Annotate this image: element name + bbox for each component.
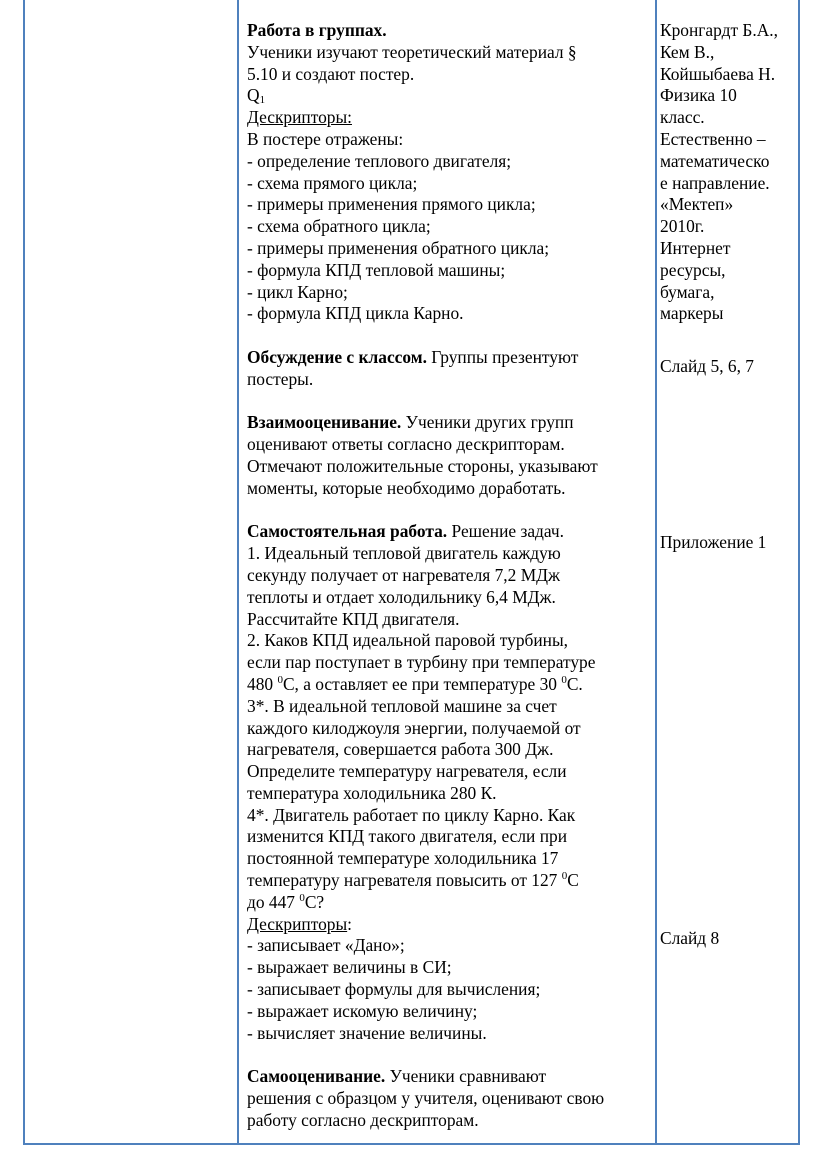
descriptors-label: Дескрипторы: — [247, 107, 352, 128]
discussion-text-2: постеры. — [247, 368, 314, 389]
descriptor-item: - выражает величины в СИ; — [247, 957, 452, 978]
self-assessment-title: Самооценивание. — [247, 1066, 386, 1087]
task-4-temp-text: температуру нагревателя повысить от 127 — [247, 870, 562, 891]
column-divider-left — [237, 0, 239, 1143]
self-assessment-text: Ученики сравнивают — [385, 1066, 547, 1087]
group-work-intro-2: 5.10 и создают постер. — [247, 63, 415, 84]
task-3-line: 3*. В идеальной тепловой машине за счет — [247, 695, 557, 716]
descriptor-item: - записывает «Дано»; — [247, 935, 405, 956]
discussion-section — [247, 347, 647, 391]
reference-line: 2010г. — [660, 216, 705, 237]
group-work-section — [247, 20, 647, 325]
reference-line: е направление. — [660, 172, 770, 193]
independent-work-title: Самостоятельная работа. — [247, 521, 448, 542]
list-item: - примеры применения прямого цикла; — [247, 194, 536, 215]
reference-line: Кем В., — [660, 41, 715, 62]
descriptors-colon: : — [347, 913, 352, 934]
list-item: - цикл Карно; — [247, 281, 348, 302]
task-2-end: С. — [566, 673, 583, 694]
column-divider-right — [655, 0, 657, 1143]
reference-line: математическо — [660, 150, 770, 171]
list-item: - формула КПД цикла Карно. — [247, 303, 464, 324]
peer-assessment-title: Взаимооценивание. — [247, 412, 402, 433]
peer-assessment-line: оценивают ответы согласно дескрипторам. — [247, 434, 565, 455]
discussion-title: Обсуждение с классом. — [247, 346, 427, 367]
list-item: - формула КПД тепловой машины; — [247, 259, 506, 280]
reference-line: Кронгардт Б.А., — [660, 20, 778, 40]
reference-line: бумага, — [660, 281, 715, 302]
peer-assessment-line: Отмечают положительные стороны, указывают — [247, 455, 598, 476]
peer-assessment-section — [247, 412, 647, 499]
task-1-line: теплоты и отдает холодильнику 6,4 МДж. — [247, 586, 556, 607]
descriptor-item: - вычисляет значение величины. — [247, 1022, 487, 1043]
group-work-title: Работа в группах. — [247, 20, 387, 40]
list-item: - схема прямого цикла; — [247, 172, 418, 193]
task-2-line: если пар поступает в турбину при температуре — [247, 652, 596, 673]
list-item: - схема обратного цикла; — [247, 216, 431, 237]
independent-work-text: Решение задач. — [447, 521, 565, 542]
slide-descriptors: Слайд 8 — [660, 928, 720, 948]
task-1-line: Рассчитайте КПД двигателя. — [247, 608, 460, 629]
task-4-unit: С — [567, 870, 579, 891]
descriptor-item: - записывает формулы для вычисления; — [247, 979, 541, 1000]
task-2-line: 2. Каков КПД идеальной паровой турбины, — [247, 630, 569, 651]
group-work-intro-1: Ученики изучают теоретический материал § — [247, 41, 577, 62]
reference-line: «Мектеп» — [660, 194, 734, 215]
reference-line: Естественно – — [660, 128, 766, 149]
task-3-line: нагревателя, совершается работа 300 Дж. — [247, 739, 554, 760]
self-assessment-line: работу согласно дескрипторам. — [247, 1109, 479, 1130]
q-label: Q — [247, 85, 260, 106]
list-item: - определение теплового двигателя; — [247, 150, 512, 171]
degree-mark: 0 — [561, 673, 567, 686]
descriptor-item: - выражает искомую величину; — [247, 1000, 478, 1021]
task-3-line: каждого килоджоуля энергии, получаемой от — [247, 717, 581, 738]
reference-line: Интернет — [660, 237, 731, 258]
reference-line: Койшыбаева Н. — [660, 63, 776, 84]
appendix-reference: Приложение 1 — [660, 532, 767, 552]
task-3-line: температура холодильника 280 К. — [247, 782, 497, 803]
task-2-temp-1: 480 — [247, 673, 278, 694]
task-1-line: 1. Идеальный тепловой двигатель каждую — [247, 543, 561, 564]
degree-mark: 0 — [561, 870, 568, 883]
task-4-temp-text-2: до 447 — [247, 891, 300, 912]
degree-mark: 0 — [299, 891, 305, 904]
task-4-line: изменится КПД такого двигателя, если при — [247, 826, 568, 847]
peer-assessment-line: моменты, которые необходимо доработать. — [247, 477, 566, 498]
task-4-unit-2: С? — [304, 891, 325, 912]
self-assessment-section — [247, 1066, 647, 1131]
reference-line: ресурсы, — [660, 259, 726, 280]
reference-line: маркеры — [660, 303, 724, 324]
reference-line: класс. — [660, 107, 705, 128]
descriptors-label-2: Дескрипторы — [247, 913, 348, 934]
poster-intro: В постере отражены: — [247, 128, 404, 149]
discussion-text: Группы презентуют — [426, 346, 579, 367]
list-item: - примеры применения обратного цикла; — [247, 237, 550, 258]
peer-assessment-text: Ученики других групп — [401, 412, 574, 433]
independent-work-section — [247, 521, 647, 1044]
reference-line: Физика 10 — [660, 85, 737, 106]
slides-discussion: Слайд 5, 6, 7 — [660, 356, 754, 376]
activities-column — [247, 20, 647, 1132]
task-4-line: 4*. Двигатель работает по циклу Карно. Как — [247, 804, 576, 825]
task-4-line: постоянной температуре холодильника 17 — [247, 848, 559, 869]
q-subscript: 1 — [259, 94, 266, 107]
self-assessment-line: решения с образцом у учителя, оценивают свою — [247, 1088, 605, 1109]
degree-mark: 0 — [277, 673, 283, 686]
task-3-line: Определите температуру нагревателя, если — [247, 761, 567, 782]
task-1-line: секунду получает от нагревателя 7,2 МДж — [247, 564, 561, 585]
task-2-text: С, а оставляет ее при температуре 30 — [282, 673, 562, 694]
reference-block — [660, 20, 798, 325]
